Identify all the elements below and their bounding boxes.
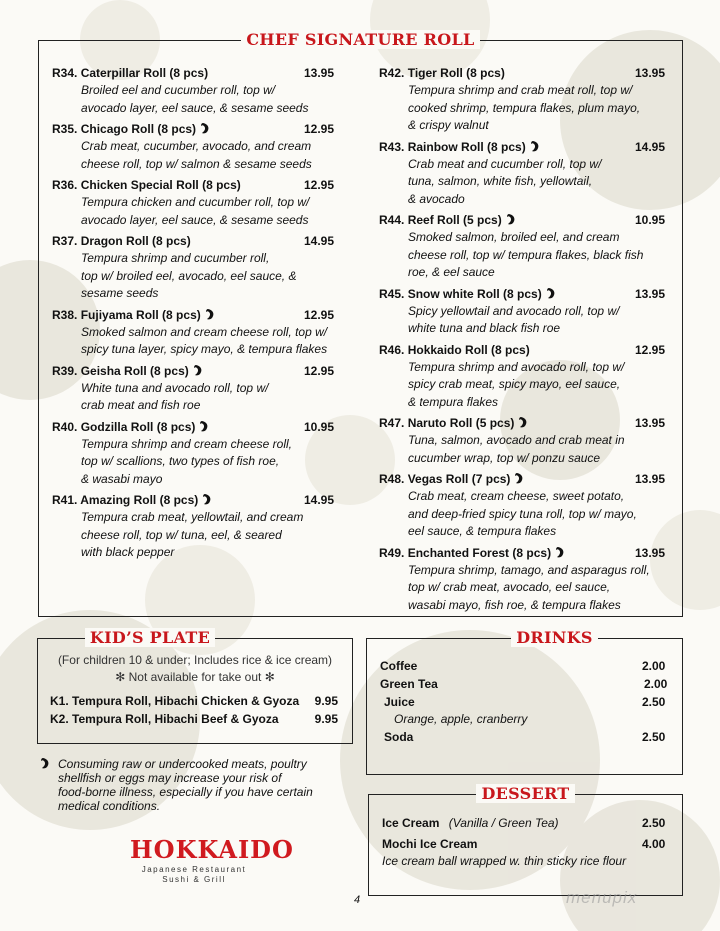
menu-item-header (52, 363, 352, 380)
menu-item-price: 13.95 (635, 545, 666, 560)
dessert-title: DESSERT (476, 784, 574, 803)
dessert-section (368, 784, 683, 896)
menu-item-name: Amazing Roll (8 pcs) (80, 493, 199, 507)
raw-indicator-icon (546, 288, 556, 299)
kids-item-code: K1. (50, 694, 69, 708)
menu-item (379, 342, 679, 412)
menu-item-header (52, 419, 352, 436)
menu-item-header (52, 177, 352, 194)
menu-item-description: Spicy yellowtail and avocado roll, top w/ white tuna and black fish roe (408, 303, 620, 335)
menu-item-name: Snow white Roll (8 pcs) (407, 286, 542, 301)
menu-item-price: 13.95 (304, 66, 335, 80)
menu-item-name: Fujiyama Roll (8 pcs) (80, 307, 201, 322)
raw-indicator-icon (205, 309, 215, 320)
menu-item-price: 13.95 (635, 472, 666, 486)
raw-indicator-icon (200, 123, 210, 134)
drink-item (380, 675, 670, 693)
dessert-price: 2.50 (642, 816, 666, 830)
menu-item (52, 419, 352, 489)
kids-note-2: ✻ Not available for take out ✻ (115, 670, 275, 684)
menu-item-description: Smoked salmon, broiled eel, and cream cheese roll, top w/ tempura flakes, black fish roe, & eel sauce (408, 230, 644, 279)
menu-item-name: Chicken Special Roll (8 pcs) (80, 178, 241, 192)
menu-item-code: R42. (379, 66, 405, 80)
menu-item (379, 545, 679, 615)
menu-item-price: 13.95 (635, 286, 666, 301)
menu-item-name: Dragon Roll (8 pcs) (80, 234, 191, 248)
menu-item-price: 12.95 (304, 122, 335, 136)
menu-item-description: Crab meat, cream cheese, sweet potato, and deep-fried spicy tuna roll, top w/ mayo, eel sauce, & tempura flakes (408, 489, 637, 538)
menu-item-description: White tuna and avocado roll, top w/ crab meat and fish roe (81, 380, 269, 412)
menu-item-price: 12.95 (304, 178, 335, 192)
menu-item-name: Tiger Roll (8 pcs) (407, 66, 505, 80)
raw-indicator-icon (193, 365, 203, 376)
dessert-description: Ice cream ball wrapped w. thin sticky rice flour (382, 854, 627, 868)
menu-item-code: R48. (379, 472, 405, 486)
dessert-name: Mochi Ice Cream (382, 837, 478, 851)
raw-indicator-icon (518, 417, 528, 428)
raw-food-warning (40, 757, 340, 813)
menu-item-header (379, 139, 679, 156)
menu-item-code: R34. (52, 66, 78, 80)
menu-item (379, 65, 679, 135)
drink-name: Juice (384, 695, 415, 709)
kids-item-code: K2. (50, 712, 69, 726)
drink-price: 2.00 (644, 677, 668, 691)
menu-item-name: Enchanted Forest (8 pcs) (407, 545, 552, 560)
menu-item-header (52, 121, 352, 138)
signature-roll-title: CHEF SIGNATURE ROLL (241, 30, 479, 49)
menu-item-price: 13.95 (635, 66, 666, 80)
menu-item-price: 14.95 (304, 493, 335, 507)
kids-plate-title: KID’S PLATE (85, 628, 215, 647)
menu-item-description: Smoked salmon and cream cheese roll, top w/ spicy tuna layer, spicy mayo, & tempura flakes (81, 324, 328, 356)
drink-item (380, 657, 670, 675)
menu-item-name: Geisha Roll (8 pcs) (80, 363, 189, 378)
drink-price: 2.50 (642, 695, 666, 709)
logo-subtitle-1: Japanese Restaurant (141, 865, 247, 874)
menu-item-price: 12.95 (304, 363, 335, 378)
signature-roll-section (38, 30, 683, 617)
menu-item-description: Tempura shrimp, tamago, and asparagus roll, top w/ crab meat, avocado, eel sauce, wasabi mayo, fish roe, & tempura flakes (408, 562, 650, 612)
menu-item-code: R49. (379, 545, 405, 560)
kids-plate-section (37, 628, 353, 744)
menu-item-header (379, 212, 679, 229)
drinks-title: DRINKS (511, 628, 598, 647)
raw-indicator-icon (40, 758, 50, 769)
menu-item-code: R47. (379, 416, 405, 430)
menu-item-header (52, 65, 352, 82)
logo-subtitle-2: Sushi & Grill (162, 875, 226, 884)
menu-item-code: R37. (52, 234, 78, 248)
menu-item (52, 233, 352, 303)
raw-indicator-icon (530, 141, 540, 152)
menu-item-name: Chicago Roll (8 pcs) (80, 122, 197, 136)
menu-item (52, 177, 352, 229)
menu-item-description: Tempura shrimp and cucumber roll, top w/ broiled eel, avocado, eel sauce, & sesame seeds (81, 251, 297, 300)
drinks-section (366, 628, 683, 775)
menu-item-code: R41. (52, 493, 78, 507)
menu-item-price: 13.95 (635, 416, 666, 430)
dessert-item (382, 835, 672, 853)
menu-item (379, 139, 679, 209)
menu-item-code: R38. (52, 307, 78, 322)
menu-item-header (379, 65, 679, 82)
menu-item-name: Reef Roll (5 pcs) (407, 213, 502, 227)
menu-item-code: R46. (379, 342, 405, 357)
kids-item-price: 9.95 (314, 712, 338, 726)
juice-flavors: Orange, apple, cranberry (394, 712, 528, 726)
menu-item-price: 12.95 (635, 342, 666, 357)
kids-item-name: Tempura Roll, Hibachi Beef & Gyoza (72, 712, 279, 726)
menu-item (52, 307, 352, 359)
dessert-item (382, 814, 672, 832)
menu-item-name: Rainbow Roll (8 pcs) (407, 139, 526, 154)
menu-item-header (52, 492, 352, 509)
menu-item-name: Vegas Roll (7 pcs) (407, 472, 511, 486)
drink-item (380, 728, 670, 746)
kids-item (50, 692, 352, 710)
drink-price: 2.00 (642, 659, 666, 673)
raw-indicator-icon (514, 473, 524, 484)
signature-left-column (52, 65, 352, 566)
page-number: 4 (354, 894, 361, 906)
menu-item-code: R36. (52, 178, 78, 192)
menu-item-price: 14.95 (304, 234, 335, 248)
kids-item-name: Tempura Roll, Hibachi Chicken & Gyoza (72, 694, 300, 708)
menu-item-name: Caterpillar Roll (8 pcs) (80, 66, 209, 80)
menu-item-code: R44. (379, 213, 405, 227)
dessert-note: (Vanilla / Green Tea) (448, 816, 559, 830)
menu-item-header (379, 471, 679, 488)
dessert-price: 4.00 (642, 837, 666, 851)
drink-name: Green Tea (380, 677, 438, 691)
logo-wordmark: HOKKAIDO (130, 835, 294, 864)
kids-item (50, 710, 352, 728)
kids-note-1: (For children 10 & under; Includes rice & ice cream) (57, 653, 333, 667)
menu-item-code: R39. (52, 363, 78, 378)
menu-item-description: Tempura shrimp and cream cheese roll, top w/ scallions, two types of fish roe, & wasabi mayo (81, 436, 292, 486)
menu-item-price: 14.95 (635, 139, 666, 154)
menu-item-header (379, 342, 679, 359)
menu-item-code: R43. (379, 139, 405, 154)
raw-indicator-icon (555, 547, 565, 558)
menu-item-code: R35. (52, 122, 78, 136)
menu-item-description: Tempura crab meat, yellowtail, and cream cheese roll, top w/ tuna, eel, & seared with black pepper (81, 510, 304, 559)
menu-item-code: R45. (379, 286, 405, 301)
menu-item-header (379, 415, 679, 432)
menu-item-price: 10.95 (635, 213, 666, 227)
menu-item-description: Crab meat, cucumber, avocado, and cream cheese roll, top w/ salmon & sesame seeds (81, 139, 312, 171)
warning-text: Consuming raw or undercooked meats, poultry shellfish or eggs may increase your risk of food-borne illness, especially if you have certain medical conditions. (58, 757, 313, 813)
kids-item-price: 9.95 (314, 694, 338, 708)
menu-item (379, 471, 679, 541)
dessert-name: Ice Cream (382, 816, 440, 830)
menu-item (52, 363, 352, 415)
menu-item (379, 415, 679, 467)
signature-right-column (379, 65, 679, 618)
drink-price: 2.50 (642, 730, 666, 744)
menu-item-description: Tempura shrimp and avocado roll, top w/ spicy crab meat, spicy mayo, eel sauce, & tempura flakes (408, 359, 625, 409)
drink-name: Soda (384, 730, 414, 744)
menu-item (52, 65, 352, 117)
menu-item (52, 121, 352, 173)
menu-item-header (379, 545, 679, 562)
menu-item-description: Tuna, salmon, avocado and crab meat in cucumber wrap, top w/ ponzu sauce (408, 433, 625, 465)
raw-indicator-icon (506, 214, 516, 225)
watermark: menupix (566, 888, 638, 907)
menu-item-header (52, 233, 352, 250)
menu-item-price: 10.95 (304, 419, 335, 434)
menu-item-header (379, 286, 679, 303)
raw-indicator-icon (199, 421, 209, 432)
menu-item (379, 286, 679, 338)
menu-item-description: Tempura chicken and cucumber roll, top w/ avocado layer, eel sauce, & sesame seeds (81, 195, 310, 227)
raw-indicator-icon (202, 494, 212, 505)
menu-item-name: Hokkaido Roll (8 pcs) (407, 342, 530, 357)
drink-item (380, 693, 670, 711)
menu-item-header (52, 307, 352, 324)
menu-item (379, 212, 679, 282)
menu-item-price: 12.95 (304, 307, 335, 322)
menu-item-description: Crab meat and cucumber roll, top w/ tuna, salmon, white fish, yellowtail, & avocado (408, 156, 602, 206)
menu-item-description: Tempura shrimp and crab meat roll, top w/ cooked shrimp, tempura flakes, plum mayo, & crispy walnut (408, 83, 641, 132)
menu-item-code: R40. (52, 419, 78, 434)
drink-name: Coffee (380, 659, 418, 673)
menu-item (52, 492, 352, 562)
menu-item-name: Naruto Roll (5 pcs) (407, 416, 515, 430)
menu-item-name: Godzilla Roll (8 pcs) (80, 419, 196, 434)
menu-item-description: Broiled eel and cucumber roll, top w/ avocado layer, eel sauce, & sesame seeds (81, 83, 309, 115)
hokkaido-logo (130, 835, 294, 890)
